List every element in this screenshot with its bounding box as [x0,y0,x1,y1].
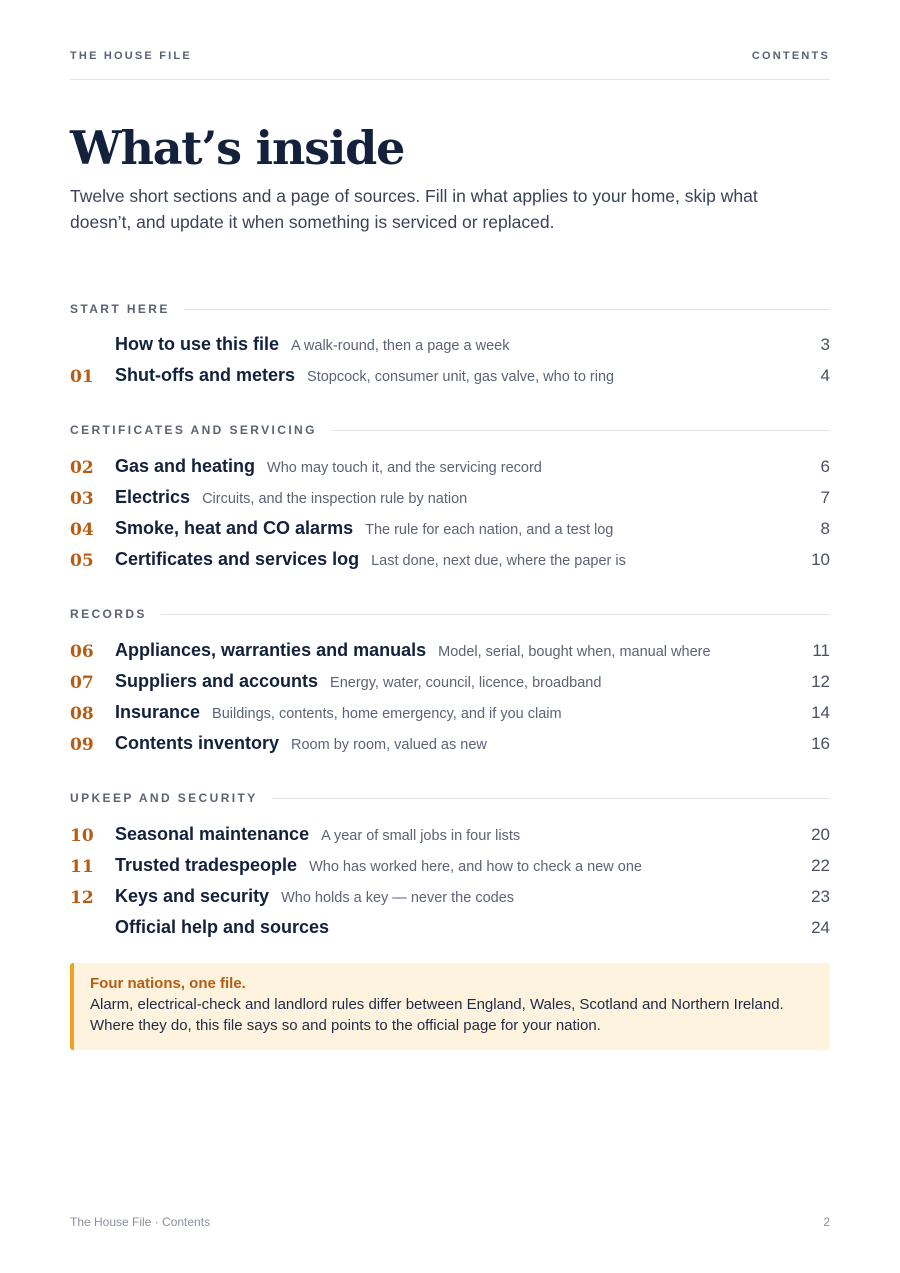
toc-entry-shut-offs[interactable] [70,365,830,391]
toc-entry-certificates-log[interactable] [70,549,830,575]
footer-page-number: 2 [823,1215,830,1229]
toc-entry-text [115,886,514,907]
toc-entry-page-number: 24 [811,918,830,937]
toc-entry-text [115,824,520,845]
toc-entry-page-number: 10 [811,550,830,569]
toc-entry-seasonal-maintenance[interactable] [70,824,830,850]
section-label: RECORDS [70,607,147,621]
toc-entry-number: 09 [70,735,94,755]
toc-entry-page-number: 16 [811,734,830,753]
toc-entry-text [115,487,467,508]
contents-page [70,0,830,1273]
toc-entry-official-help[interactable] [70,917,830,943]
section-label: UPKEEP AND SECURITY [70,791,258,805]
toc-entry-description: Who holds a key — never the codes [281,890,515,906]
toc-entry-text [115,702,562,723]
toc-entry-tradespeople[interactable] [70,855,830,881]
section-label: START HERE [70,302,170,316]
toc-entry-title: Trusted tradespeople [115,855,298,875]
toc-entry-number: 07 [70,673,94,693]
section-header-start-here [70,302,830,316]
toc-entry-description: Room by room, valued as new [291,737,487,753]
toc-entry-page-number: 8 [820,519,830,538]
toc-entry-electrics[interactable] [70,487,830,513]
toc-entry-page-number: 23 [811,887,830,906]
callout-title: Four nations, one file. [90,975,246,992]
section-header-records [70,607,830,621]
toc-entry-description: Model, serial, bought when, manual where [438,644,711,660]
toc-entry-page-number: 22 [811,856,830,875]
toc-entry-page-number: 14 [811,703,830,722]
section-divider [161,614,830,615]
toc-entry-page-number: 6 [820,457,830,476]
page-title: What’s inside [70,121,405,175]
section-label: CERTIFICATES AND SERVICING [70,423,317,437]
toc-entry-description: A walk-round, then a page a week [291,338,510,354]
toc-entry-number: 06 [70,642,94,662]
toc-entry-title: How to use this file [115,334,280,354]
toc-entry-title: Official help and sources [115,917,330,937]
toc-entry-number: 02 [70,458,94,478]
toc-entry-number: 10 [70,826,94,846]
toc-entry-gas-heating[interactable] [70,456,830,482]
toc-entry-page-number: 3 [820,335,830,354]
toc-entry-title: Suppliers and accounts [115,671,319,691]
toc-entry-title: Electrics [115,487,191,507]
footer-label: The House File · Contents [70,1215,211,1229]
section-divider [331,430,830,431]
toc-entry-number: 01 [70,367,94,387]
toc-entry-number: 11 [70,857,94,877]
running-header-title: THE HOUSE FILE [70,50,192,62]
toc-entry-title: Insurance [115,702,201,722]
toc-entry-text [115,733,487,754]
toc-entry-title: Shut-offs and meters [115,365,296,385]
toc-entry-text [115,456,542,477]
toc-entry-description: Last done, next due, where the paper is [371,553,626,569]
callout-body: Alarm, electrical-check and landlord rules differ between England, Wales, Scotland and Northern Ireland. Where they do, this file says so and points to the official page for your nation. [90,996,784,1034]
section-divider [272,798,830,799]
toc-entry-title: Appliances, warranties and manuals [115,640,427,660]
section-header-upkeep [70,791,830,805]
toc-entry-title: Smoke, heat and CO alarms [115,518,354,538]
toc-entry-title: Keys and security [115,886,270,906]
toc-entry-text [115,365,614,386]
section-header-certificates [70,423,830,437]
toc-entry-number: 08 [70,704,94,724]
section-divider [184,309,830,310]
toc-entry-number: 04 [70,520,94,540]
toc-entry-number: 12 [70,888,94,908]
toc-entry-how-to-use[interactable] [70,334,830,360]
toc-entry-title: Contents inventory [115,733,280,753]
toc-entry-suppliers[interactable] [70,671,830,697]
toc-entry-title: Gas and heating [115,456,256,476]
toc-entry-title: Certificates and services log [115,549,360,569]
toc-entry-text [115,334,509,355]
toc-entry-description: Energy, water, council, licence, broadband [330,675,602,691]
toc-entry-alarms[interactable] [70,518,830,544]
toc-entry-description: Who has worked here, and how to check a new one [309,859,642,875]
toc-entry-title: Seasonal maintenance [115,824,310,844]
toc-entry-description: The rule for each nation, and a test log [365,522,614,538]
four-nations-callout [70,963,830,1050]
toc-entry-page-number: 11 [812,641,830,660]
running-header [70,50,830,80]
toc-entry-page-number: 20 [811,825,830,844]
toc-entry-page-number: 12 [811,672,830,691]
toc-entry-text [115,855,642,876]
toc-entry-number: 05 [70,551,94,571]
toc-entry-description: A year of small jobs in four lists [321,828,521,844]
toc-entry-text [115,518,613,539]
toc-entry-contents-inventory[interactable] [70,733,830,759]
toc-entry-text [115,549,626,570]
toc-entry-text [115,671,601,692]
toc-entry-insurance[interactable] [70,702,830,728]
toc-entry-page-number: 7 [820,488,830,507]
toc-entry-description: Who may touch it, and the servicing record [267,460,542,476]
toc-entry-number: 03 [70,489,94,509]
toc-entry-description: Circuits, and the inspection rule by nation [202,491,468,507]
toc-entry-description: Stopcock, consumer unit, gas valve, who to ring [307,369,615,385]
toc-entry-page-number: 4 [820,366,830,385]
toc-entry-text [115,640,711,661]
running-header-section: CONTENTS [751,50,830,62]
toc-entry-description: Buildings, contents, home emergency, and if you claim [212,706,562,722]
toc-entry-text [115,917,341,938]
toc-entry-appliances[interactable] [70,640,830,666]
intro-paragraph: Twelve short sections and a page of sources. Fill in what applies to your home, skip what doesn’t, and update it when something is serviced or replaced. [70,186,758,232]
toc-entry-keys-security[interactable] [70,886,830,912]
